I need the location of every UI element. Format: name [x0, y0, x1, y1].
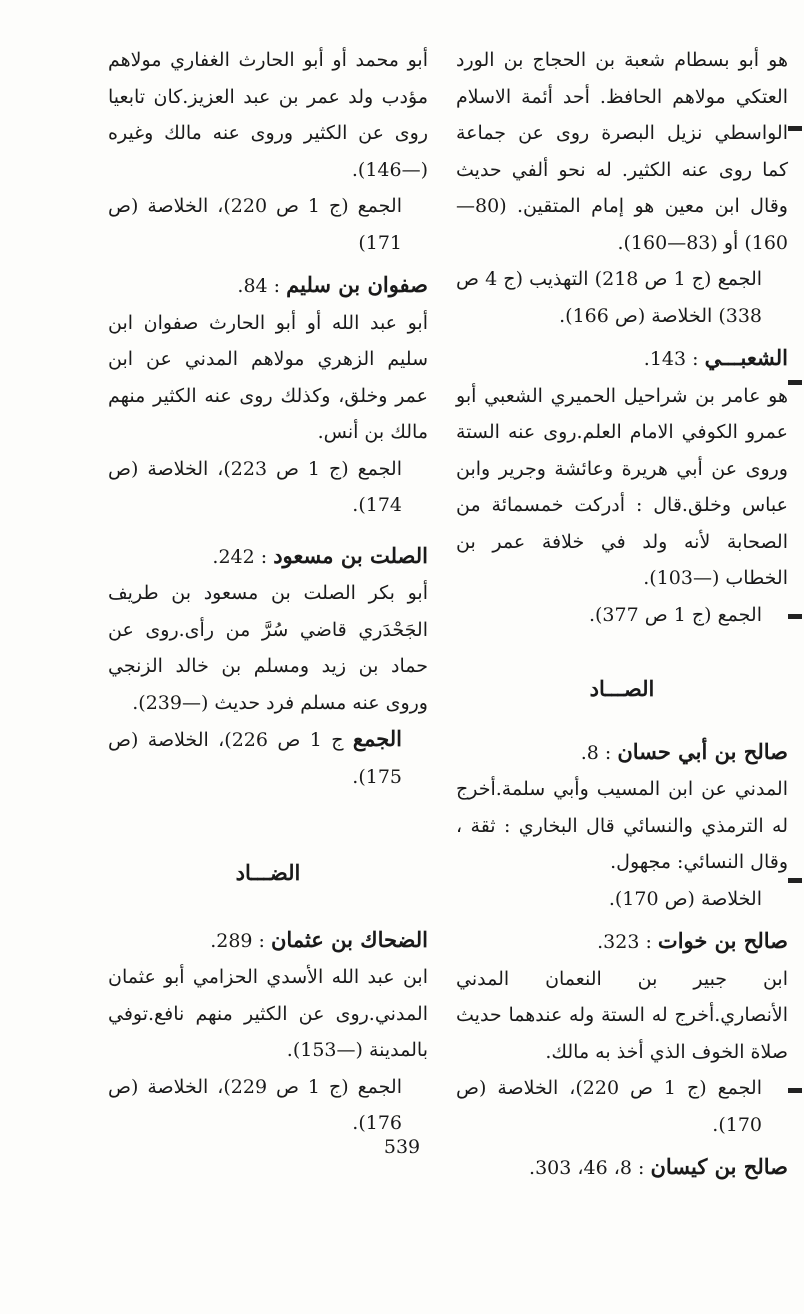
entry-page-refs: : 84.	[237, 275, 287, 297]
margin-mark	[788, 380, 802, 385]
entry-text: أبو محمد أو أبو الحارث الغفاري مولاهم مؤدب ولد عمر بن عبد العزيز.كان تابعيا روى عن الكثير وروى عنه مالك وغيره (—146).	[108, 49, 428, 181]
entry-name: الشعبـــي	[704, 345, 788, 370]
right-column	[456, 42, 788, 1193]
entry-reference: الجمع (ج 1 ص 218) التهذيب (ج 4 ص 338) الخلاصة (ص 166).	[456, 268, 763, 327]
entry-page-refs: : 289.	[210, 929, 271, 952]
entry-reference: الجمع (ج 1 ص 377).	[588, 603, 762, 626]
entry-heading	[456, 923, 788, 961]
entry-shuba	[456, 42, 788, 334]
entry-text: المدني عن ابن المسيب وأبي سلمة.أخرج له الترمذي والنسائي قال البخاري : ثقة ، وقال النسائي: مجهول.	[456, 778, 788, 873]
entry-name: صالح بن أبي حسان	[617, 738, 788, 764]
section-heading-sad: الصـــاد	[589, 676, 655, 701]
entry-salih-abi-hassan	[456, 734, 788, 918]
entry-text: أبو بكر الصلت بن مسعود بن طريف الجَحْدَري قاضي سُرَّ من رأى.روى عن حماد بن زيد ومسلم بن خالد الزنجي وروى عنه مسلم فرد حديث (—239).	[108, 582, 428, 714]
reference-label: الجمع	[352, 726, 403, 751]
section-heading-dad: الضـــاد	[235, 860, 301, 885]
entry-page-refs: : 8، 46، 303.	[529, 1157, 651, 1179]
entry-reference: الجمع (ج 1 ص 220)، الخلاصة (ص 170).	[456, 1077, 762, 1136]
entry-reference: الجمع (ج 1 ص 220)، الخلاصة (ص 171)	[108, 195, 402, 254]
entry-heading	[456, 340, 788, 378]
entry-heading	[108, 922, 428, 960]
entry-reference: الجمع (ج 1 ص 229)، الخلاصة (ص 176).	[108, 1075, 402, 1134]
entry-safwan	[108, 267, 428, 524]
entry-continued	[108, 42, 428, 261]
entry-salt	[108, 538, 428, 796]
entry-heading	[108, 538, 428, 576]
page-number: 539	[383, 1136, 421, 1158]
margin-mark	[788, 1088, 802, 1093]
entry-text: هو أبو بسطام شعبة بن الحجاج بن الورد العتكي مولاهم الحافظ. أحد أئمة الاسلام الواسطي نزيل البصرة روى عن جماعة كما روى عنه الكثير. له نحو ألفي حديث وقال ابن معين هو إمام المتقين. (80—160) أو (83—160).	[456, 49, 788, 254]
margin-mark	[788, 878, 802, 883]
entry-name: صفوان بن سليم	[286, 272, 428, 297]
entry-name: صالح بن كيسان	[650, 1154, 788, 1179]
left-column	[108, 42, 428, 1148]
entry-dahhak	[108, 922, 428, 1142]
margin-mark	[788, 126, 802, 131]
entry-page-refs: : 8.	[580, 741, 618, 764]
entry-page-refs: : 242.	[212, 545, 274, 568]
entry-heading	[456, 734, 788, 772]
entry-reference: الخلاصة (ص 170).	[608, 887, 762, 910]
margin-mark	[788, 614, 802, 619]
entry-text: هو عامر بن شراحيل الحميري الشعبي أبو عمرو الكوفي الامام العلم.روى عنه الستة وروى عن أبي هريرة وعائشة وجرير وابن عباس وخلق.قال : أدركت خمسمائة من الصحابة لأنه ولد في خلافة عمر بن الخطاب (—103).	[456, 384, 788, 589]
entry-page-refs: : 143.	[643, 348, 705, 370]
entry-name: الصلت بن مسعود	[273, 542, 428, 568]
reference-text: ج 1 ص 226)، الخلاصة (ص 175).	[108, 729, 402, 788]
entry-name: صالح بن خوات	[657, 928, 788, 953]
entry-text: ابن جبير بن النعمان المدني الأنصاري.أخرج له الستة وله عندهما حديث صلاة الخوف الذي أخذ به مالك.	[456, 967, 788, 1063]
entry-shabi	[456, 340, 788, 633]
entry-reference	[108, 721, 428, 795]
entry-text: ابن عبد الله الأسدي الحزامي أبو عثمان المدني.روى عن الكثير منهم نافع.توفي بالمدينة (—153).	[108, 966, 428, 1061]
entry-salih-khawwat	[456, 923, 788, 1143]
entry-text: أبو عبد الله أو أبو الحارث صفوان ابن سليم الزهري مولاهم المدني عن ابن عمر وخلق، وكذلك روى عنه الكثير منهم مالك بن أنس.	[108, 311, 428, 443]
entry-page-refs: : 323.	[597, 931, 658, 953]
entry-name: الضحاك بن عثمان	[271, 926, 428, 952]
entry-reference: الجمع (ج 1 ص 223)، الخلاصة (ص 174).	[108, 457, 402, 516]
entry-heading	[108, 267, 428, 305]
